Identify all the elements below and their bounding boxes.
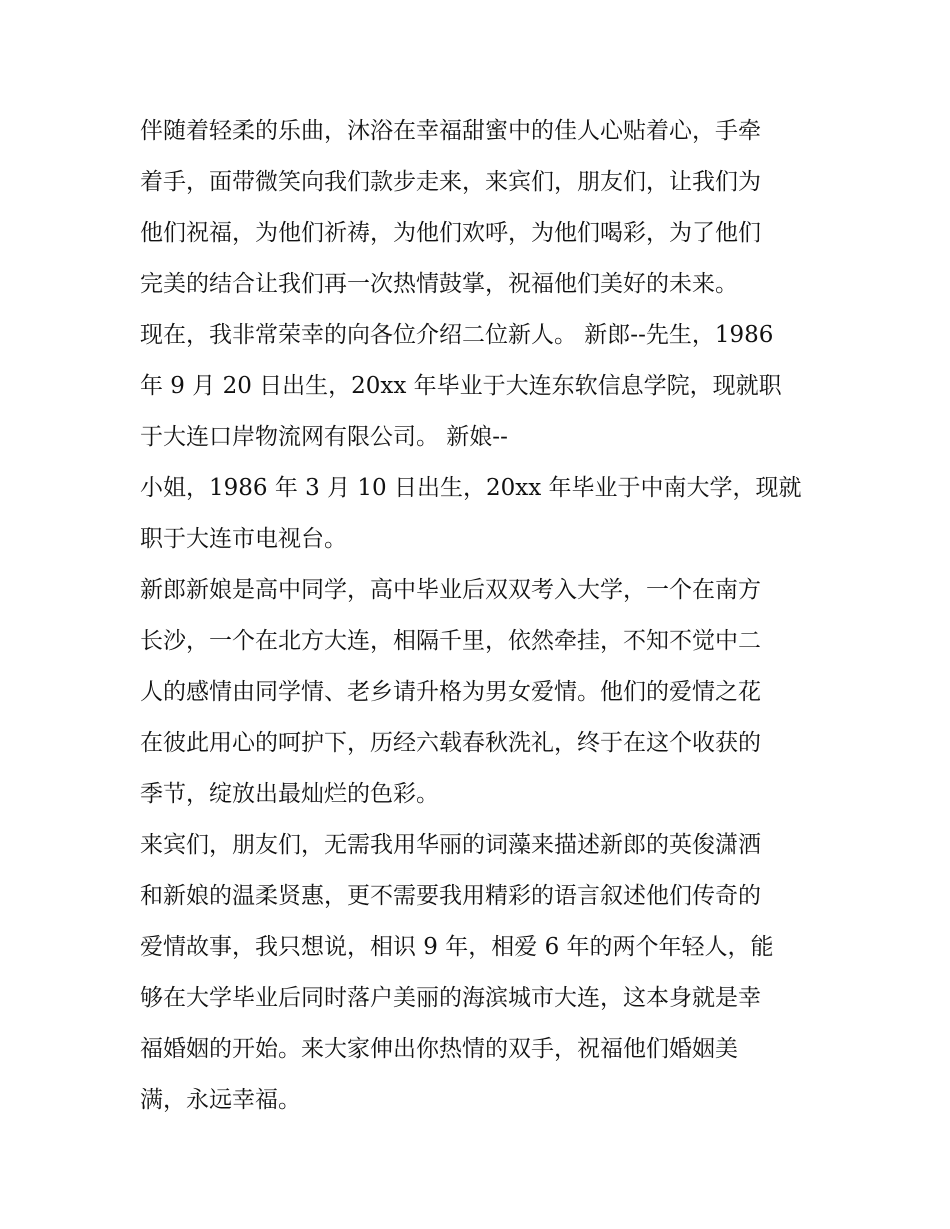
text-line: 着手，面带微笑向我们款步走来，来宾们，朋友们，让我们为 xyxy=(140,169,761,195)
text-line: 来宾们，朋友们，无需我用华丽的词藻来描述新郎的英俊潇洒 xyxy=(140,832,761,858)
text-line: 完美的结合让我们再一次热情鼓掌，祝福他们美好的未来。 xyxy=(140,271,738,297)
text-line: 职于大连市电视台。 xyxy=(140,526,347,552)
text-line: 福婚姻的开始。来大家伸出你热情的双手，祝福他们婚姻美 xyxy=(140,1036,738,1062)
text-line: 长沙，一个在北方大连，相隔千里，依然牵挂，不知不觉中二 xyxy=(140,628,761,654)
text-line: 爱情故事，我只想说，相识 9 年，相爱 6 年的两个年轻人，能 xyxy=(140,934,774,960)
text-line: 他们祝福，为他们祈祷，为他们欢呼，为他们喝彩，为了他们 xyxy=(140,220,761,246)
text-line: 伴随着轻柔的乐曲，沐浴在幸福甜蜜中的佳人心贴着心，手牵 xyxy=(140,118,761,144)
text-line: 年 9 月 20 日出生，20xx 年毕业于大连东软信息学院，现就职 xyxy=(140,373,782,399)
text-line: 和新娘的温柔贤惠，更不需要我用精彩的语言叙述他们传奇的 xyxy=(140,883,761,909)
text-line: 满，永远幸福。 xyxy=(140,1087,301,1113)
text-line: 新郎新娘是高中同学，高中毕业后双双考入大学，一个在南方 xyxy=(140,577,761,603)
text-line: 现在，我非常荣幸的向各位介绍二位新人。 新郎--先生，1986 xyxy=(140,322,774,348)
document-body xyxy=(140,106,820,1126)
text-line: 季节，绽放出最灿烂的色彩。 xyxy=(140,781,439,807)
text-line: 在彼此用心的呵护下，历经六载春秋洗礼，终于在这个收获的 xyxy=(140,730,761,756)
text-line: 够在大学毕业后同时落户美丽的海滨城市大连，这本身就是幸 xyxy=(140,985,761,1011)
text-line: 于大连口岸物流网有限公司。 新娘-- xyxy=(140,424,508,450)
text-line: 小姐，1986 年 3 月 10 日出生，20xx 年毕业于中南大学，现就 xyxy=(140,475,802,501)
text-line: 人的感情由同学情、老乡请升格为男女爱情。他们的爱情之花 xyxy=(140,679,761,705)
